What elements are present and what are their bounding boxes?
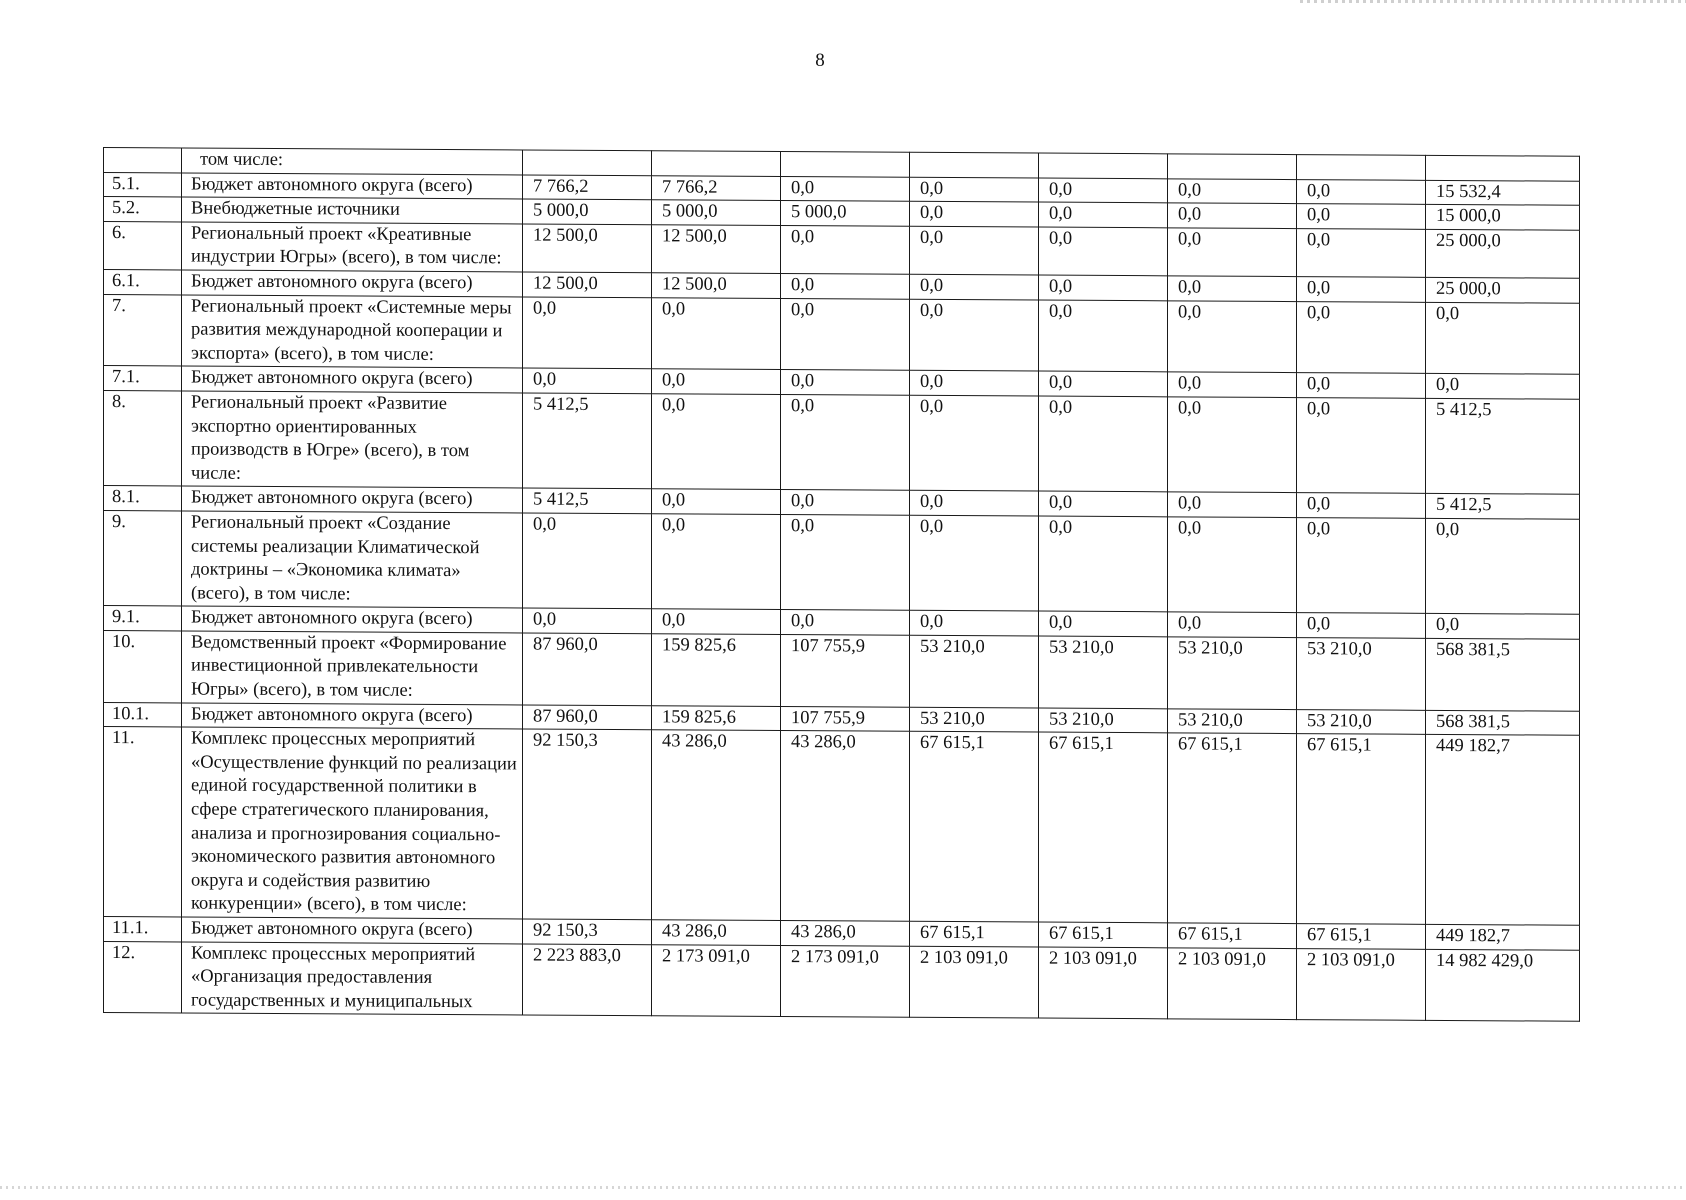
row-value: 67 615,1 [1039,922,1168,947]
row-value: 43 286,0 [652,920,781,945]
row-value: 0,0 [1297,179,1426,204]
row-name: Комплекс процессных мероприятий «Организация предоставления государственных и муниципальных [182,942,523,1016]
row-value: 0,0 [1039,371,1168,396]
row-value: 0,0 [1297,398,1426,494]
row-total: 0,0 [1426,374,1580,400]
row-code: 8.1. [104,486,182,511]
row-code: 7.1. [104,366,182,391]
row-code: 6. [104,221,182,270]
table-row [104,390,1580,494]
row-total: 0,0 [1426,614,1580,640]
row-value: 12 500,0 [523,224,652,273]
row-value: 5 000,0 [652,200,781,225]
row-value: 0,0 [1039,396,1168,492]
row-value: 0,0 [781,610,910,635]
row-code: 8. [104,390,182,486]
row-total: 15 532,4 [1426,180,1580,206]
row-name: Региональный проект «Создание системы реализации Климатической доктрины – «Экономика климата» (всего), в том числе: [182,511,523,608]
row-name: Бюджет автономного округа (всего) [182,366,523,393]
row-value [523,150,652,175]
row-total: 25 000,0 [1426,277,1580,303]
row-value: 0,0 [1168,276,1297,301]
row-value: 0,0 [910,299,1039,372]
row-value: 0,0 [1168,228,1297,277]
row-value: 0,0 [910,274,1039,299]
row-value: 0,0 [1039,611,1168,636]
row-value: 0,0 [1297,228,1426,277]
row-code: 9. [104,510,182,606]
row-value: 53 210,0 [910,635,1039,708]
row-value: 87 960,0 [523,633,652,706]
row-value: 67 615,1 [1297,734,1426,925]
row-value: 0,0 [1168,300,1297,373]
row-value: 0,0 [523,513,652,609]
row-code: 12. [104,941,182,1013]
row-value: 0,0 [1039,227,1168,276]
row-total [1426,155,1580,181]
table-row [104,727,1580,926]
table-row [104,510,1580,614]
row-name: Бюджет автономного округа (всего) [182,486,523,513]
row-value: 0,0 [1297,301,1426,374]
row-value: 87 960,0 [523,705,652,730]
row-value: 0,0 [1039,300,1168,373]
row-value: 0,0 [1168,492,1297,517]
row-name: Бюджет автономного округа (всего) [182,173,523,200]
row-value: 0,0 [910,371,1039,396]
row-value: 0,0 [781,273,910,298]
row-value: 2 103 091,0 [1039,947,1168,1020]
row-value: 12 500,0 [652,273,781,298]
row-total: 0,0 [1426,518,1580,614]
row-total: 449 182,7 [1426,735,1580,926]
row-value: 0,0 [781,514,910,610]
row-value: 53 210,0 [1168,708,1297,733]
row-value [1297,155,1426,180]
row-value: 67 615,1 [910,732,1039,923]
row-value: 92 150,3 [523,729,652,920]
row-value: 107 755,9 [781,634,910,707]
row-value: 0,0 [1297,493,1426,518]
row-value: 5 000,0 [781,201,910,226]
row-total: 5 412,5 [1426,494,1580,520]
row-value: 2 103 091,0 [910,946,1039,1019]
row-value: 5 412,5 [523,393,652,489]
row-value: 0,0 [1168,372,1297,397]
row-value: 0,0 [1297,204,1426,229]
row-total: 14 982 429,0 [1426,949,1580,1022]
row-name: Бюджет автономного округа (всего) [182,917,523,944]
row-value: 5 412,5 [523,488,652,513]
row-code: 10. [104,630,182,702]
row-code: 5.2. [104,197,182,222]
row-value: 53 210,0 [1297,637,1426,710]
row-value: 0,0 [1168,517,1297,613]
row-total: 0,0 [1426,302,1580,375]
row-code: 11. [104,727,182,917]
row-value: 43 286,0 [781,731,910,922]
row-total: 449 182,7 [1426,924,1580,950]
row-value: 2 103 091,0 [1168,947,1297,1020]
row-total: 15 000,0 [1426,205,1580,231]
row-value: 0,0 [1297,613,1426,638]
row-value: 2 223 883,0 [523,944,652,1017]
row-value: 0,0 [652,394,781,490]
row-value: 0,0 [652,609,781,634]
row-value: 2 103 091,0 [1297,948,1426,1021]
row-value: 0,0 [652,514,781,610]
table-row [104,941,1580,1022]
row-value: 0,0 [781,225,910,274]
row-value: 0,0 [910,177,1039,202]
row-value: 0,0 [910,226,1039,275]
row-value: 0,0 [781,176,910,201]
row-value: 0,0 [652,489,781,514]
row-value: 0,0 [910,201,1039,226]
table-body [104,148,1580,1022]
row-value: 12 500,0 [523,272,652,297]
row-value [1168,154,1297,179]
scan-edge-top [1300,0,1686,3]
row-value: 67 615,1 [910,921,1039,946]
row-code: 5.1. [104,172,182,197]
row-value: 0,0 [910,611,1039,636]
row-value: 0,0 [910,491,1039,516]
row-value: 2 173 091,0 [781,945,910,1018]
row-code: 6.1. [104,269,182,294]
row-name: Комплекс процессных мероприятий «Осуществление функций по реализации единой государственной политики в сфере стратегического планирования, анализа и прогнозирования социально-экономического развития автономного округа и содействия развитию конкуренции» (всего), в том числе: [182,727,523,919]
row-value: 107 755,9 [781,706,910,731]
row-value: 0,0 [523,368,652,393]
row-value: 53 210,0 [1039,636,1168,709]
row-value: 0,0 [1039,275,1168,300]
row-value: 53 210,0 [910,707,1039,732]
row-value: 159 825,6 [652,705,781,730]
row-code [104,148,182,173]
page-number: 8 [815,50,825,71]
row-code: 9.1. [104,606,182,631]
row-name: Внебюджетные источники [182,197,523,224]
row-value: 0,0 [781,298,910,371]
row-value: 12 500,0 [652,225,781,274]
row-name: Региональный проект «Развитие экспортно ориентированных производств в Югре» (всего), в том числе: [182,391,523,488]
row-value [781,152,910,177]
scan-edge-bottom [0,1186,1686,1189]
row-value: 0,0 [1168,203,1297,228]
row-value: 5 000,0 [523,199,652,224]
row-value: 0,0 [910,395,1039,491]
row-value [1039,153,1168,178]
row-value: 53 210,0 [1297,709,1426,734]
row-value: 67 615,1 [1168,733,1297,924]
row-name: Региональный проект «Креативные индустрии Югры» (всего), в том числе: [182,222,523,272]
row-value: 0,0 [781,370,910,395]
row-value: 0,0 [1297,277,1426,302]
row-value: 67 615,1 [1297,924,1426,949]
row-value: 7 766,2 [652,175,781,200]
row-name: Региональный проект «Системные меры развития международной кооперации и экспорта» (всего), в том числе: [182,295,523,369]
row-name: Бюджет автономного округа (всего) [182,703,523,730]
row-value: 0,0 [1039,491,1168,516]
row-value: 67 615,1 [1039,732,1168,923]
row-total: 568 381,5 [1426,638,1580,711]
row-value [652,151,781,176]
row-value: 53 210,0 [1168,637,1297,710]
table-row [104,630,1580,711]
row-name: Бюджет автономного округа (всего) [182,606,523,633]
row-value [910,152,1039,177]
row-value: 159 825,6 [652,634,781,707]
row-value: 43 286,0 [652,730,781,921]
table-row [104,294,1580,375]
row-value: 0,0 [1168,178,1297,203]
row-value: 0,0 [910,515,1039,611]
row-name: Ведомственный проект «Формирование инвестиционной привлекательности Югры» (всего), в том числе: [182,631,523,705]
document-sheet [103,147,1580,1022]
row-value: 92 150,3 [523,919,652,944]
row-value: 67 615,1 [1168,923,1297,948]
row-value: 0,0 [1039,516,1168,612]
row-value: 0,0 [1168,397,1297,493]
row-value: 0,0 [1297,517,1426,613]
row-value: 0,0 [1297,373,1426,398]
row-name: Бюджет автономного округа (всего) [182,270,523,297]
row-total: 25 000,0 [1426,229,1580,278]
row-value: 0,0 [1039,202,1168,227]
row-name: том числе: [182,148,523,175]
row-value: 0,0 [523,297,652,370]
row-value: 0,0 [652,297,781,370]
row-value: 0,0 [523,608,652,633]
row-value: 0,0 [1039,178,1168,203]
row-code: 10.1. [104,702,182,727]
row-total: 568 381,5 [1426,710,1580,736]
row-code: 11.1. [104,917,182,942]
budget-table [103,147,1580,1022]
row-value: 0,0 [1168,612,1297,637]
table-row [104,221,1580,278]
row-value: 0,0 [781,394,910,490]
row-value: 53 210,0 [1039,708,1168,733]
row-value: 7 766,2 [523,175,652,200]
row-value: 0,0 [652,369,781,394]
row-value: 43 286,0 [781,921,910,946]
row-code: 7. [104,294,182,366]
row-value: 0,0 [781,490,910,515]
row-total: 5 412,5 [1426,398,1580,494]
row-value: 2 173 091,0 [652,944,781,1017]
